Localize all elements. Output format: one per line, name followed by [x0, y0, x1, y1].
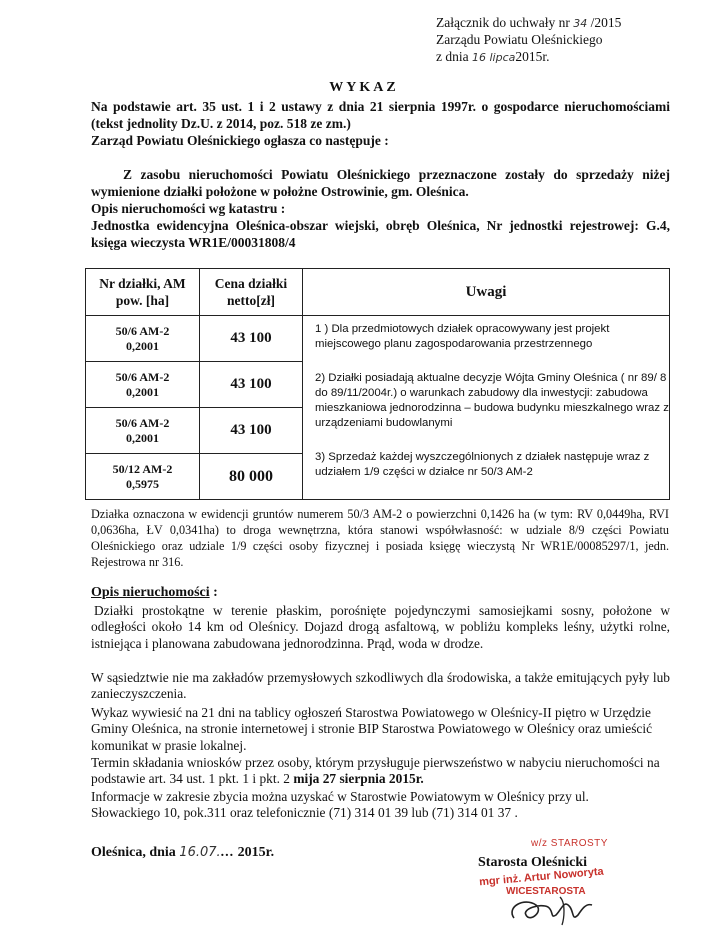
notes-cell [303, 316, 670, 500]
parcel-area: 0,2001 [126, 338, 159, 353]
parcel-area: 0,2001 [126, 430, 159, 445]
resource-paragraph: Z zasobu nieruchomości Powiatu Oleśnickiego przeznaczone zostały do sprzedaży niżej wymienione działki położone w położne Ostrowinie, gm. Oleśnica. [91, 167, 670, 199]
handwritten-date: 16 lipca [472, 51, 516, 64]
stamp-acting-line: w/z STAROSTY [531, 838, 608, 849]
stamp-name: mgr inż. Artur Noworyta [478, 865, 605, 889]
parcel-number: 50/6 AM-2 [115, 369, 170, 384]
attachment-label: Załącznik do uchwały nr [436, 15, 570, 30]
resolution-year: /2015 [590, 15, 622, 30]
parcel-cell [86, 316, 200, 362]
parcel-number: 50/6 AM-2 [115, 415, 170, 430]
parcel-number: 50/6 AM-2 [115, 323, 170, 338]
table-header-row [86, 269, 670, 316]
description-paragraph-2: W sąsiedztwie nie ma zakładów przemysłowych szkodliwych dla środowiska, a także emitujących pyły lub zanieczyszczenia. [91, 670, 670, 702]
resolution-date-line [436, 48, 550, 66]
legal-basis: Na podstawie art. 35 ust. 1 i 2 ustawy z dnia 21 sierpnia 1997r. o gospodarce nieruchomościami (tekst jednolity Dz.U. z 2014, poz. 518 ze zm.) [91, 99, 670, 131]
description-heading-colon: : [209, 585, 218, 600]
deadline-date: mija 27 sierpnia 2015r. [293, 771, 424, 787]
description-heading [91, 585, 218, 601]
price-cell: 43 100 [200, 408, 303, 454]
header-price: Cena działki netto[zł] [200, 269, 303, 316]
parcel-area: 0,2001 [126, 384, 159, 399]
announcement-line: Zarząd Powiatu Oleśnickiego ogłasza co następuje : [91, 133, 389, 148]
handwritten-resolution-number: 34 [573, 17, 588, 30]
place-date-line: Oleśnica, dnia 16.07.... 2015r. [91, 845, 275, 860]
parcel-cell [86, 454, 200, 500]
description-paragraph-3: Wykaz wywiesić na 21 dni na tablicy ogłoszeń Starostwa Powiatowego w Oleśnicy-II piętro w Urzędzie Gminy Oleśnica, na stronie internetowej i stronie BIP Starostwa Powiatowego w Oleśnicy oraz umieścić komunikat w prasie lokalnej. [91, 705, 653, 753]
price-cell: 43 100 [200, 316, 303, 362]
description-paragraph-5: Informacje w zakresie zbycia można uzyskać w Starostwie Powiatowym w Oleśnicy przy ul. Słowackiego 10, pok.311 oraz telefonicznie (71) 314 01 39 lub (71) 314 01 37 . [91, 789, 589, 821]
signing-year: 2015r. [237, 845, 275, 860]
note-2: 2) Działki posiadają aktualne decyzje Wójta Gminy Oleśnica ( nr 89/ 8 do 89/11/2004r.) o warunkach zabudowy dla inwestycji: zabudowa mieszkaniowa jednorodzinna – budowa budynku mieszkalnego wraz z urządzeniami budowlanymi [315, 372, 669, 429]
document-title: WYKAZ [329, 80, 399, 95]
cadastre-heading: Opis nieruchomości wg katastru : [91, 201, 286, 216]
price-cell: 43 100 [200, 362, 303, 408]
cadastre-details: Jednostka ewidencyjna Oleśnica-obszar wiejski, obręb Oleśnica, Nr jednostki rejestrowej: G.4, księga wieczysta WR1E/00031808/4 [91, 218, 670, 250]
handwritten-signature [500, 885, 600, 930]
parcel-number: 50/12 AM-2 [112, 461, 173, 476]
note-3: 3) Sprzedaż każdej wyszczególnionych z działek następuje wraz z udziałem 1/9 części w działce nr 50/3 AM-2 [315, 451, 650, 478]
header-parcel: Nr działki, AM pow. [ha] [86, 269, 200, 316]
stamp-role: WICESTAROSTA [506, 886, 586, 897]
note-1: 1 ) Dla przedmiotowych działek opracowywany jest projekt miejscowego planu zagospodarowania przestrzennego [315, 323, 610, 350]
parcel-cell [86, 408, 200, 454]
date-label: z dnia [436, 49, 469, 64]
parcel-cell [86, 362, 200, 408]
attachment-line [436, 14, 621, 32]
board-name: Zarządu Powiatu Oleśnickiego [436, 32, 603, 47]
handwritten-signing-date: 16.07. [179, 845, 221, 860]
road-note: Działka oznaczona w ewidencji gruntów numerem 50/3 AM-2 o powierzchni 0,1426 ha (w tym: RV 0,0449ha, RVI 0,0636ha, ŁV 0,0341ha) to droga wewnętrzna, która stanowi współwłasność: w udziale 8/9 części Powiatu Oleśnickiego oraz udziale 1/9 części osoby fizycznej i posiada księgę wieczystą Nr WR1E/00085297/1, jedn. Rejestrowa nr 316. [91, 507, 669, 569]
table-row [86, 316, 670, 362]
deadline-text: Termin składania wniosków przez osoby, którym przysługuje pierwszeństwo w nabyciu nieruchomości na podstawie art. 34 ust. 1 pkt. 1 i pkt. 2 [91, 755, 660, 787]
description-paragraph-1: Działki prostokątne w terenie płaskim, porośnięte pojedynczymi samosiejkami sosny, położone w odległości około 14 km od Oleśnicy. Dojazd drogą asfaltową, w pobliżu kompleks leśny, użytki rolne, istniejąca i planowana zabudowana jednorodzinna. Prąd, woda w drodze. [91, 603, 670, 651]
parcel-area: 0,5975 [126, 476, 159, 491]
description-heading-text: Opis nieruchomości [91, 585, 210, 600]
stamp-title: Starosta Oleśnicki [478, 855, 588, 870]
price-cell: 80 000 [200, 454, 303, 500]
parcel-table [85, 268, 670, 500]
date-year: 2015r. [515, 49, 550, 64]
header-notes: Uwagi [303, 269, 670, 316]
place-label: Oleśnica, dnia [91, 845, 176, 860]
description-paragraph-4 [91, 755, 681, 788]
